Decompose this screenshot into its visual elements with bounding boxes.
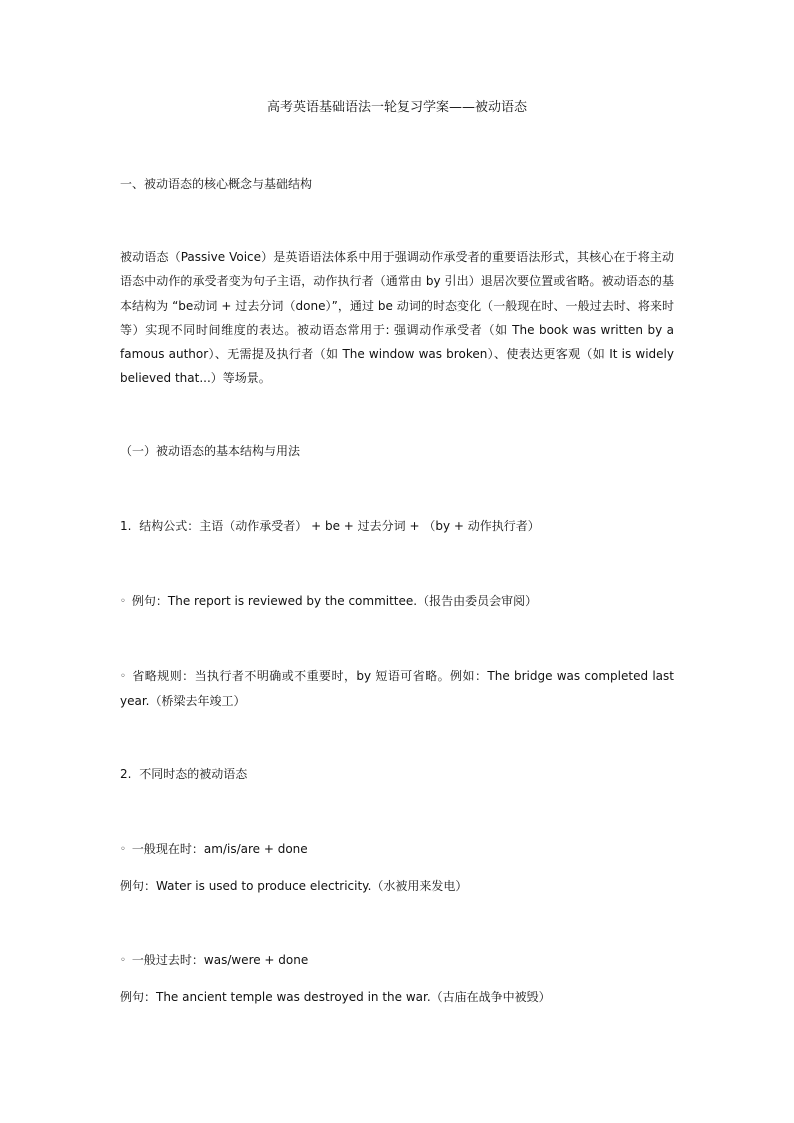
example-sentence: 例句：The report is reviewed by the committee.（报告由委员会审阅）	[131, 594, 538, 608]
past-simple-label: 一般过去时：was/were + done	[131, 953, 309, 967]
present-simple-label: 一般现在时：am/is/are + done	[131, 842, 308, 856]
omission-rule-bullet	[120, 664, 674, 714]
bullet-icon: ◦	[120, 596, 126, 607]
structure-formula-item	[120, 516, 674, 536]
past-simple-example: 例句：The ancient temple was destroyed in the war.（古庙在战争中被毁）	[120, 990, 551, 1004]
past-simple-bullet	[120, 950, 674, 971]
section-heading: 一、被动语态的核心概念与基础结构	[120, 177, 313, 191]
bullet-icon: ◦	[120, 844, 126, 855]
example-bullet	[120, 591, 674, 612]
tenses-item	[120, 764, 674, 784]
document-title: 高考英语基础语法一轮复习学案——被动语态	[266, 100, 527, 115]
present-simple-example: 例句：Water is used to produce electricity.（水被用来发电）	[120, 879, 468, 893]
bullet-icon: ◦	[120, 671, 126, 682]
present-simple-bullet	[120, 839, 674, 860]
structure-formula-text: 结构公式：主语（动作承受者） + be + 过去分词 + （by + 动作执行者）	[139, 519, 540, 533]
tenses-heading: 不同时态的被动语态	[139, 767, 248, 781]
item-number: 2.	[120, 767, 132, 781]
bullet-icon: ◦	[120, 955, 126, 966]
subsection-heading: （一）被动语态的基本结构与用法	[120, 444, 301, 458]
intro-paragraph: 被动语态（Passive Voice）是英语语法体系中用于强调动作承受者的重要语法形式，其核心在于将主动语态中动作的承受者变为句子主语，动作执行者（通常由 by 引出）退居次要位置或省略。被动语态的基本结构为 “be动词 + 过去分词（done）”，通过 be 动词的时态变化（一般现在时、一般过去时、将来时等）实现不同时间维度的表达。被动语态常用于: 强调动作承受者（如 The book was written by a famous author）、无需提及执行者（如 The window was broken）、使表达更客观（如 It is widely believed that...）等场景。	[120, 250, 674, 386]
omission-rule-text: 省略规则：当执行者不明确或不重要时，by 短语可省略。例如：The bridge was completed last year.（桥梁去年竣工）	[120, 669, 674, 709]
item-number: 1.	[120, 519, 132, 533]
